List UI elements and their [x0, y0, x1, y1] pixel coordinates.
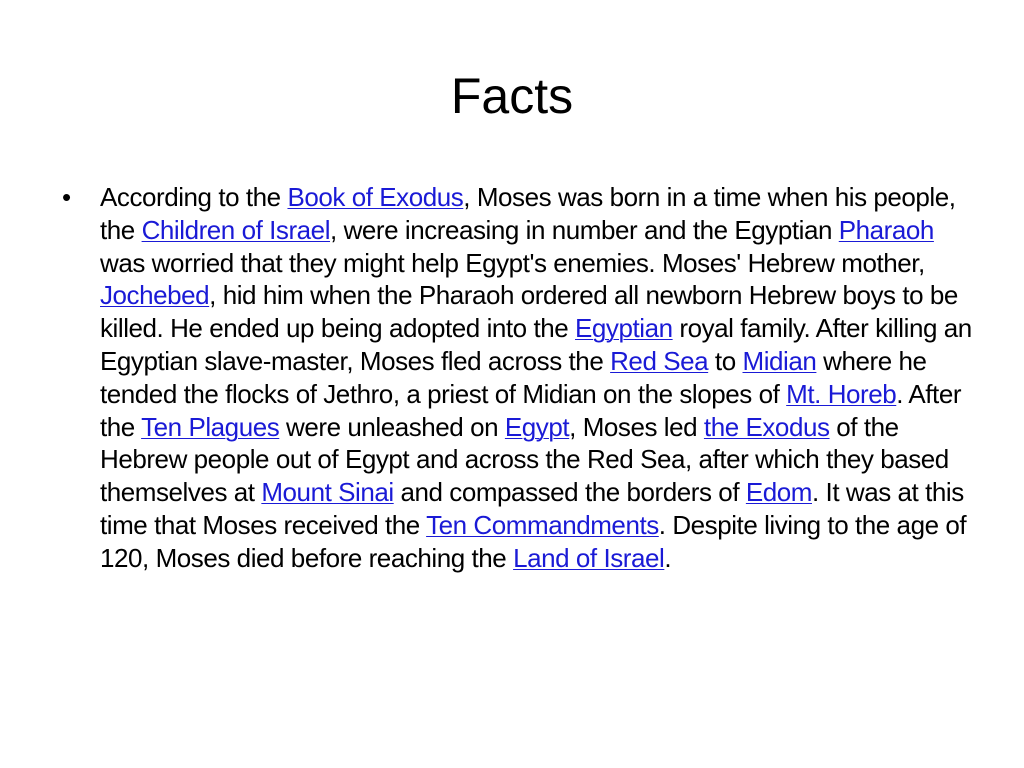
link-edom[interactable]: Edom [745, 477, 812, 508]
paragraph-text: . [664, 542, 672, 573]
paragraph-text: and compassed the borders of [393, 477, 746, 508]
bullet-item [56, 181, 976, 575]
paragraph-text: where he tended the flocks of Jethro, a priest of Midian on the slopes of [100, 345, 927, 409]
paragraph-text: was worried that they might help Egypt's enemies. Moses' Hebrew mother, [100, 247, 925, 278]
link-children-of-israel[interactable]: Children of Israel [141, 214, 331, 245]
bullet-dot-icon: • [62, 182, 71, 212]
bullet-list [56, 181, 976, 575]
link-mt-horeb[interactable]: Mt. Horeb [786, 378, 897, 409]
paragraph-text: , hid him when the Pharaoh ordered all newborn Hebrew boys to be killed. He ended up being adopted into the [100, 280, 958, 344]
paragraph-text: , Moses was born in a time when his people, the [100, 182, 956, 245]
link-the-exodus[interactable]: the Exodus [703, 411, 830, 442]
link-egyptian[interactable]: Egyptian [575, 313, 673, 344]
link-ten-commandments[interactable]: Ten Commandments [426, 509, 659, 540]
bullet-paragraph [100, 182, 972, 573]
link-midian[interactable]: Midian [742, 345, 817, 376]
paragraph-text: . After the [100, 378, 962, 442]
paragraph-text: royal family. After killing an Egyptian slave-master, Moses fled across the [100, 313, 972, 376]
link-mount-sinai[interactable]: Mount Sinai [261, 477, 394, 508]
paragraph-text: to [708, 345, 743, 376]
link-land-of-israel[interactable]: Land of Israel [513, 542, 665, 573]
slide-title: Facts [450, 68, 574, 124]
paragraph-text: of the Hebrew people out of Egypt and across the Red Sea, after which they based themselves at [100, 411, 949, 508]
link-egypt[interactable]: Egypt [504, 411, 570, 442]
paragraph-text: . It was at this time that Moses received the [100, 477, 964, 540]
link-ten-plagues[interactable]: Ten Plagues [141, 411, 280, 442]
paragraph-text: According to the [100, 182, 288, 212]
link-book-of-exodus[interactable]: Book of Exodus [287, 182, 464, 212]
paragraph-text: . Despite living to the age of 120, Moses died before reaching the [100, 509, 967, 573]
paragraph-text: , were increasing in number and the Egyptian [330, 214, 839, 245]
link-red-sea[interactable]: Red Sea [610, 345, 709, 376]
paragraph-text: , Moses led [569, 411, 704, 442]
link-jochebed[interactable]: Jochebed [100, 280, 210, 311]
paragraph-text: were unleashed on [279, 411, 505, 442]
link-pharaoh[interactable]: Pharaoh [838, 214, 934, 245]
